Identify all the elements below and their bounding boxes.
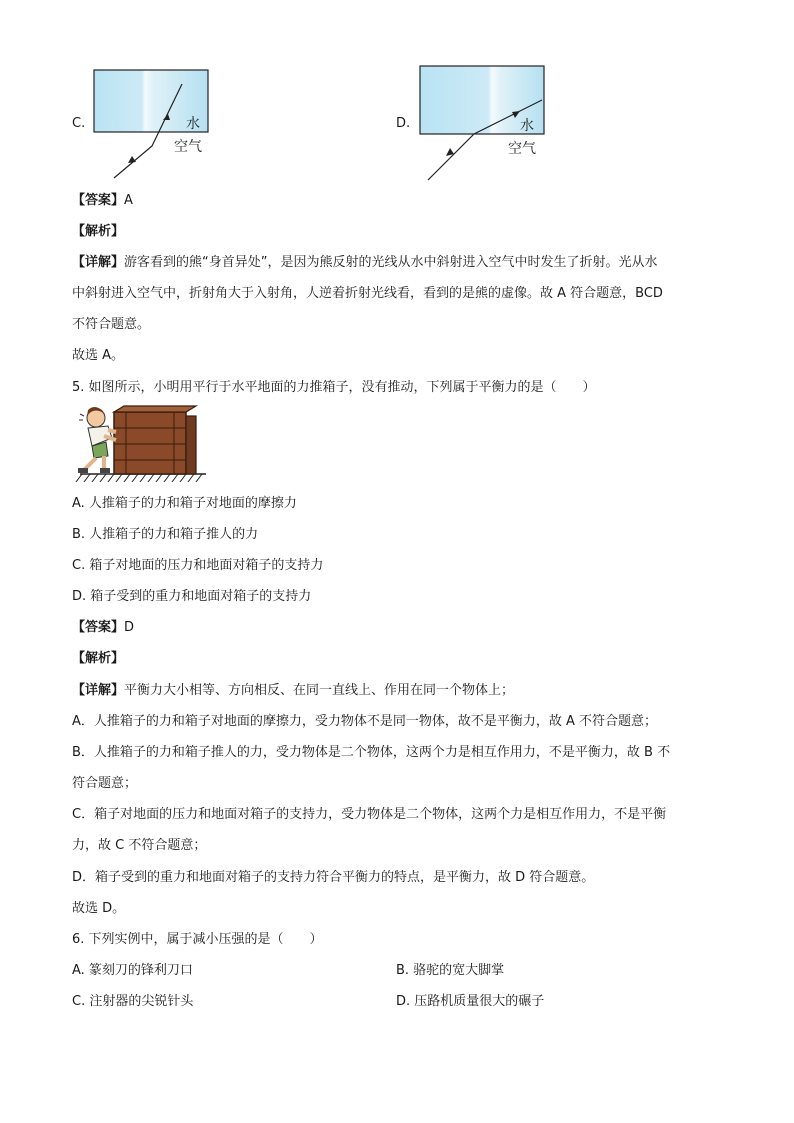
answer-value: D [124,620,135,635]
detail-tag: 【详解】 [72,255,125,270]
q5-option-a: A. 人推箱子的力和箱子对地面的摩擦力 [72,496,297,511]
q6-option-b: B. 骆驼的宽大脚掌 [396,963,505,978]
figure-c-label: C. [72,116,86,131]
air-label: 空气 [508,141,536,157]
water-label: 水 [186,116,200,132]
answer-tag: 【答案】 [72,620,125,635]
q6-option-a: A. 篆刻刀的锋利刀口 [72,963,193,978]
answer-value: A [124,193,133,208]
q5-detail-line: 力，故 C 不符合题意； [72,838,207,853]
q5-answer-line [72,618,134,638]
q5-option-c: C. 箱子对地面的压力和地面对箱子的支持力 [72,558,324,573]
q5-detail-line: 符合题意； [72,776,138,791]
q5-detail-line [72,681,514,701]
answer-tag: 【答案】 [72,193,125,208]
q4-detail-line: 不符合题意。 [72,317,151,332]
q5-detail-line: A．人推箱子的力和箱子对地面的摩擦力，受力物体不是同一物体，故不是平衡力，故 A 不符合题意； [72,714,658,729]
q5-detail-line: B．人推箱子的力和箱子推人的力，受力物体是二个物体，这两个力是相互作用力，不是平衡力，故 B 不 [72,745,671,760]
figure-c-refraction-diagram [90,68,220,184]
q6-option-c: C. 注射器的尖锐针头 [72,994,194,1009]
q4-conclusion: 故选 A。 [72,348,125,363]
water-label: 水 [520,118,534,134]
detail-tag: 【详解】 [72,683,125,698]
arrowhead [128,156,136,163]
ground-hatch [76,474,202,482]
boy-pushing-box-illustration [74,404,210,486]
figure-d-refraction-diagram [416,64,550,184]
q6-option-d: D. 压路机质量很大的碾子 [396,994,545,1009]
q5-analysis-tag: 【解析】 [72,651,125,666]
q5-detail-line: C．箱子对地面的压力和地面对箱子的支持力，受力物体是二个物体，这两个力是相互作用力，不是平衡 [72,807,667,822]
figure-d-label: D. [396,116,411,131]
q5-option-d: D. 箱子受到的重力和地面对箱子的支持力 [72,589,312,604]
q5-detail-line: D．箱子受到的重力和地面对箱子的支持力符合平衡力的特点，是平衡力，故 D 符合题意。 [72,870,595,885]
boy-figure [78,407,116,473]
q4-answer-line [72,191,133,211]
wooden-crate [114,406,196,474]
detail-text: 平衡力大小相等、方向相反、在同一直线上、作用在同一个物体上； [124,683,515,698]
q5-option-b: B. 人推箱子的力和箱子推人的力 [72,527,259,542]
q4-detail-line [72,253,658,273]
q5-conclusion: 故选 D。 [72,901,126,916]
q5-stem: 5. 如图所示，小明用平行于水平地面的力推箱子，没有推动，下列属于平衡力的是（ ） [72,380,596,395]
q6-stem: 6. 下列实例中，属于减小压强的是（ ） [72,932,323,947]
q4-detail-line: 中斜射进入空气中，折射角大于入射角，人逆着折射光线看，看到的是熊的虚像。故 A 符合题意，BCD [72,286,663,301]
q4-analysis-tag: 【解析】 [72,224,125,239]
detail-text: 游客看到的熊“身首异处”，是因为熊反射的光线从水中斜射进入空气中时发生了折射。光从水 [124,255,658,270]
air-label: 空气 [174,139,202,155]
